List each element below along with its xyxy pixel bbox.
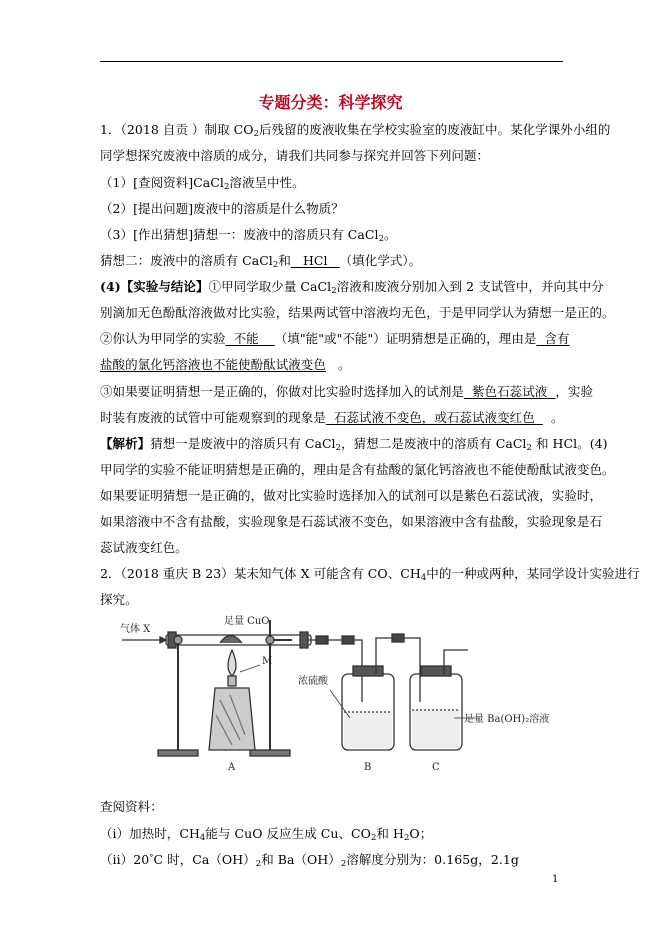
answer-blank-cannot: 不能 bbox=[233, 331, 259, 346]
q1-step-4-part3: ③如果要证明猜想一是正确的，你做对比实验时选择加入的试剂是 紫色石蕊试液 ，实验 bbox=[100, 384, 594, 399]
label-baoh: 足量 Ba(OH)₂溶液 bbox=[464, 714, 550, 725]
stopper-right bbox=[300, 632, 308, 648]
q1-step-4: (4)【实验与结论】①甲同学取少量 CaCl$_2$溶液和废液分别加入到 2 支试管中，并向其中分 bbox=[100, 279, 604, 296]
label-a: A bbox=[228, 762, 236, 773]
q2-ref-title: 查阅资料： bbox=[100, 799, 163, 814]
q2-ref-1: （ⅰ）加热时，$CH_4$能与 CuO 反应生成 Cu、$CO_2$和 $H_2O$； bbox=[100, 826, 433, 843]
q1-step-4-part2-line2: 盐酸的氯化钙溶液也不能使酚酞试液变色 。 bbox=[100, 357, 351, 372]
q1-guess-2: 猜想二：废液中的溶质有 CaCl$_2$和 HCl （填化学式）。 bbox=[100, 253, 422, 270]
apparatus-figure bbox=[120, 610, 560, 775]
q1-step-1: （1）[查阅资料]CaCl$_2$溶液呈中性。 bbox=[100, 175, 305, 192]
label-c: C bbox=[432, 762, 440, 773]
alcohol-lamp bbox=[209, 688, 255, 750]
q1-analysis-2: 甲同学的实验不能证明猜想是正确的，理由是含有盐酸的氯化钙溶液也不能使酚酞试液变色。 bbox=[100, 462, 615, 477]
page-title: 专题分类：科学探究 bbox=[258, 93, 403, 112]
q1-step-4-line2: 别滴加无色酚酞溶液做对比实验，结果两试管中溶液均无色，于是甲同学认为猜想一是正的。 bbox=[100, 305, 615, 320]
q1-step-3: （3）[作出猜想]猜想一：废液中的溶质只有 CaCl$_2$。 bbox=[100, 227, 397, 244]
label-cuo: 足量 CuO bbox=[224, 616, 270, 627]
label-m: M bbox=[262, 656, 273, 667]
q2-intro-2: 探究。 bbox=[100, 592, 138, 607]
flame bbox=[228, 650, 236, 676]
label-gas-x: 气体 X bbox=[120, 624, 151, 635]
q1-step-4-part2: ②你认为甲同学的实验 不能 （填"能"或"不能"）证明猜想是正确的，理由是 含有 bbox=[100, 331, 570, 346]
q1-intro-2: 同学想探究废液中溶质的成分，请我们共同参与探究并回答下列问题： bbox=[100, 148, 490, 163]
answer-blank-hcl: HCl bbox=[302, 253, 328, 268]
q1-analysis-1: 【解析】猜想一是废液中的溶质只有 CaCl$_2$，猜想二是废液中的溶质有 CaCl$_2$ 和 HCl。(4) bbox=[100, 436, 608, 453]
stand-left-base bbox=[158, 750, 198, 756]
q1-step-2: （2）[提出问题]废液中的溶质是什么物质？ bbox=[100, 201, 344, 216]
q1-step-4-part3-line2: 时装有废液的试管中可能观察到的现象是 石蕊试液不变色，或石蕊试液变红色 。 bbox=[100, 410, 564, 425]
label-acid: 浓硫酸 bbox=[298, 676, 328, 687]
label-b: B bbox=[364, 762, 372, 773]
cuo-powder bbox=[220, 636, 242, 644]
page-number: 1 bbox=[552, 874, 559, 885]
header-rule bbox=[100, 61, 563, 62]
q1-intro: 1．（2018 自贡 ）制取 $CO_2$后残留的废液收集在学校实验室的废液缸中。某化学课外小组的 bbox=[100, 122, 611, 139]
answer-blank-reason-2: 盐酸的氯化钙溶液也不能使酚酞试液变色 bbox=[100, 357, 326, 372]
q2-intro: 2．（2018 重庆 B 23）某未知气体 X 可能含有 CO、$CH_4$中的一种或两种，某同学设计实验进行 bbox=[100, 566, 640, 583]
q1-analysis-5: 蕊试液变红色。 bbox=[100, 540, 188, 555]
arrow-head-icon bbox=[160, 637, 166, 643]
q1-analysis-3: 如果要证明猜想一是正确的，做对比实验时选择加入的试剂可以是紫色石蕊试液，实验时， bbox=[100, 488, 603, 503]
answer-blank-phenomenon: 石蕊试液不变色，或石蕊试液变红色 bbox=[333, 410, 535, 425]
answer-blank-reagent: 紫色石蕊试液 bbox=[472, 384, 548, 399]
stand-right-base bbox=[250, 750, 290, 756]
q1-analysis-4: 如果溶液中不含有盐酸，实验现象是石蕊试液不变色，如果溶液中含有盐酸，实验现象是石 bbox=[100, 514, 603, 529]
q2-ref-2: （ii）20°C 时，$Ca(OH)_2$和 $Ba(OH)_2$溶解度分别为：0.165g，2.1g bbox=[100, 852, 519, 869]
answer-blank-reason-1: 含有 bbox=[544, 331, 570, 346]
